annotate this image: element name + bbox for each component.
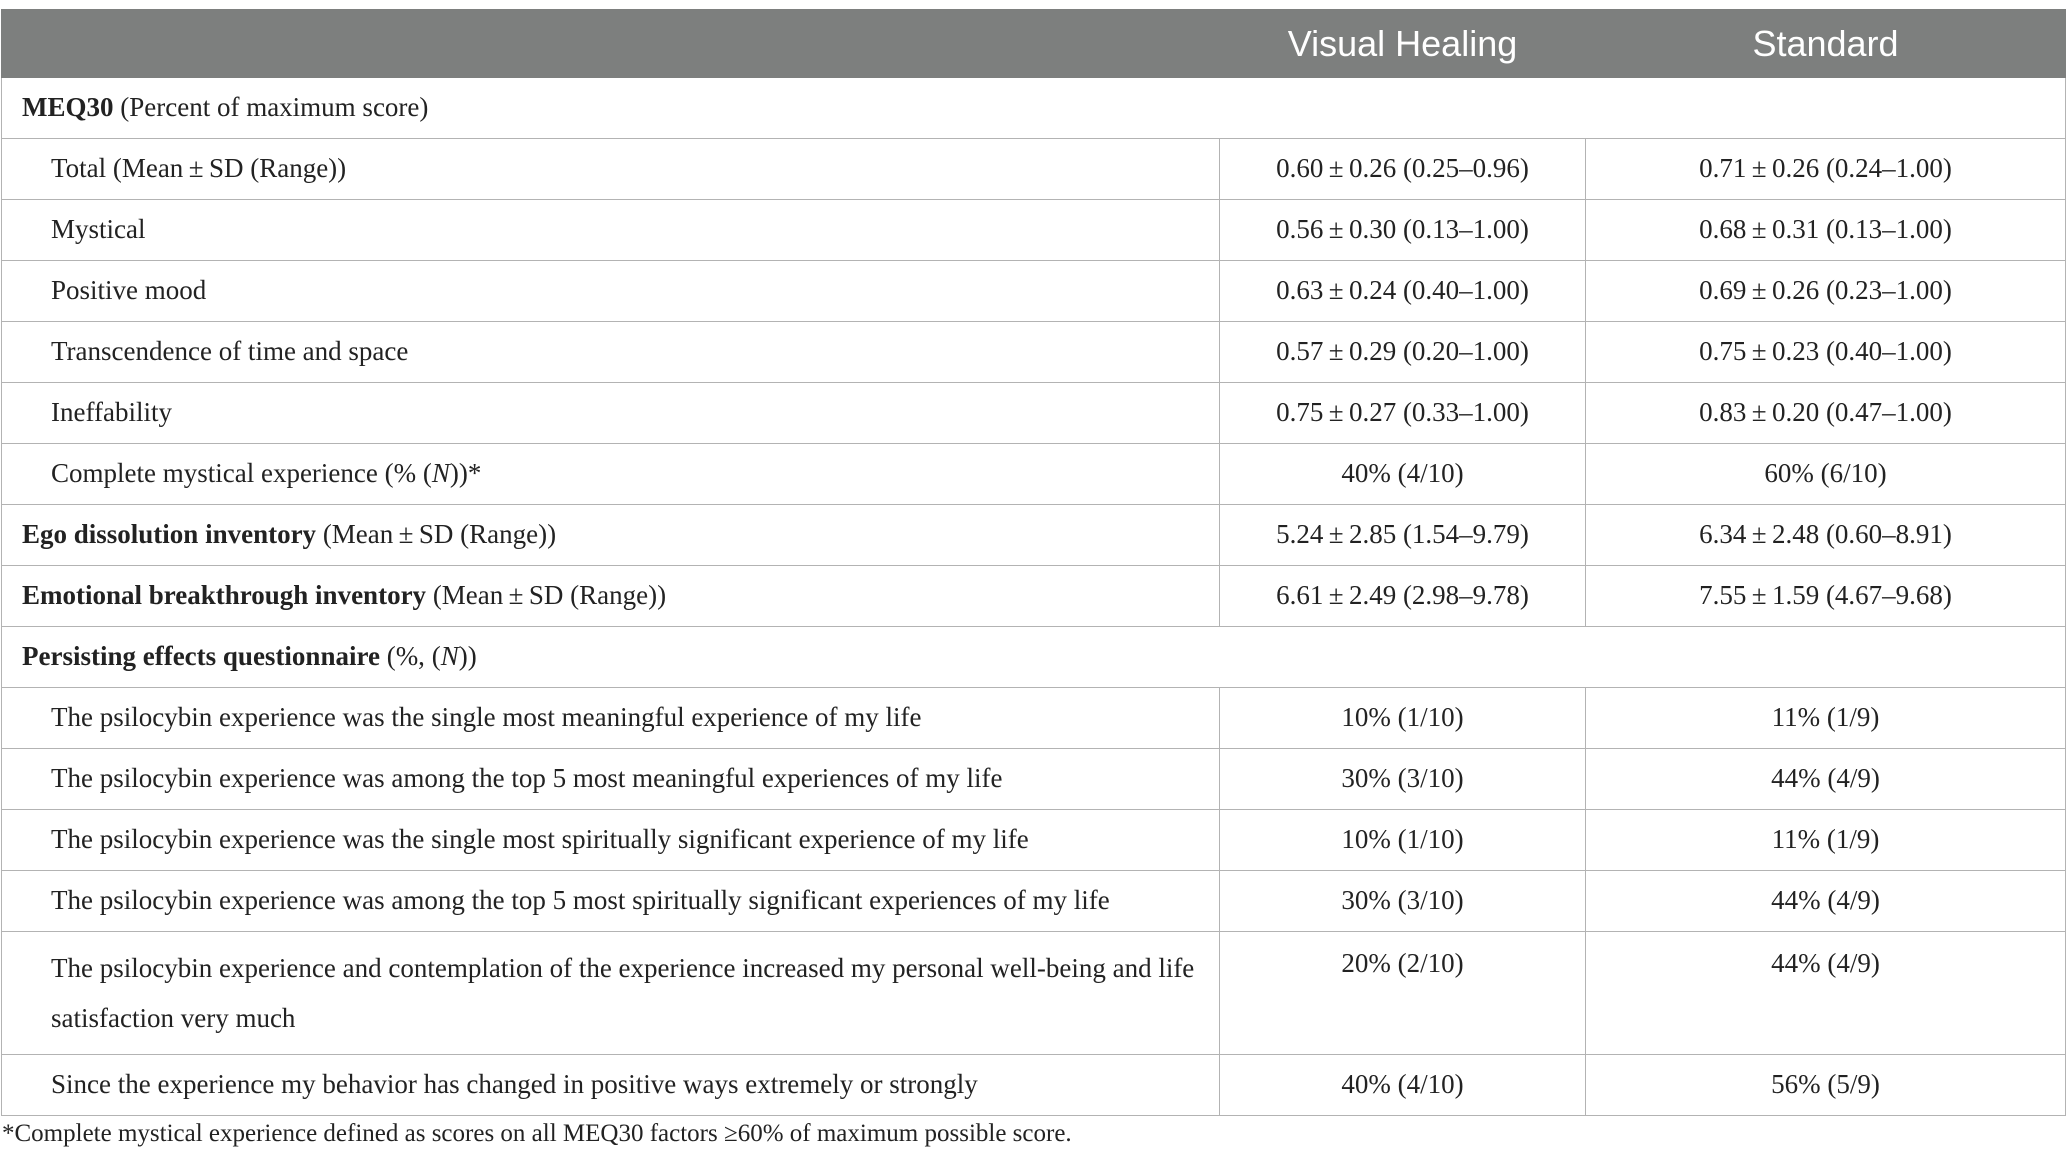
standard-value: 44% (4/9) — [1586, 871, 2066, 932]
table-row — [2, 139, 2066, 200]
section-title: Persisting effects questionnaire — [22, 641, 380, 672]
visual-healing-value: 0.57 ± 0.29 (0.20–1.00) — [1220, 322, 1586, 383]
table-row — [2, 383, 2066, 444]
table-row — [2, 1055, 2066, 1116]
standard-value: 7.55 ± 1.59 (4.67–9.68) — [1586, 566, 2066, 627]
table-row — [2, 261, 2066, 322]
section-suffix: (%, (N)) — [379, 641, 477, 672]
section-label — [2, 78, 2066, 139]
section-label — [2, 505, 1220, 566]
row-label: Ineffability — [2, 383, 1220, 444]
section-title: MEQ30 — [22, 92, 114, 123]
standard-value: 0.68 ± 0.31 (0.13–1.00) — [1586, 200, 2066, 261]
standard-value: 44% (4/9) — [1586, 932, 2066, 1055]
standard-value: 56% (5/9) — [1586, 1055, 2066, 1116]
visual-healing-value: 10% (1/10) — [1220, 688, 1586, 749]
n-symbol: N — [440, 641, 459, 672]
standard-value: 0.71 ± 0.26 (0.24–1.00) — [1586, 139, 2066, 200]
visual-healing-value: 0.75 ± 0.27 (0.33–1.00) — [1220, 383, 1586, 444]
visual-healing-value: 5.24 ± 2.85 (1.54–9.79) — [1220, 505, 1586, 566]
visual-healing-value: 0.60 ± 0.26 (0.25–0.96) — [1220, 139, 1586, 200]
section-label — [2, 627, 2066, 688]
row-label: The psilocybin experience was among the top 5 most meaningful experiences of my life — [2, 749, 1220, 810]
table-row — [2, 688, 2066, 749]
row-label: Since the experience my behavior has changed in positive ways extremely or strongly — [2, 1055, 1220, 1116]
table-row — [2, 871, 2066, 932]
row-label: The psilocybin experience and contemplation of the experience increased my personal well-being and life satisfaction very much — [2, 932, 1220, 1055]
row-label: Positive mood — [2, 261, 1220, 322]
standard-value: 60% (6/10) — [1586, 444, 2066, 505]
standard-value: 11% (1/9) — [1586, 688, 2066, 749]
row-label: The psilocybin experience was the single most meaningful experience of my life — [2, 688, 1220, 749]
visual-healing-value: 0.63 ± 0.24 (0.40–1.00) — [1220, 261, 1586, 322]
section-row-persisting-effects — [2, 627, 2066, 688]
footnote: *Complete mystical experience defined as scores on all MEQ30 factors ≥60% of maximum possible score. — [2, 1120, 1072, 1147]
section-row-emotional-breakthrough — [2, 566, 2066, 627]
standard-value: 6.34 ± 2.48 (0.60–8.91) — [1586, 505, 2066, 566]
header-standard: Standard — [1586, 10, 2066, 78]
row-label: Complete mystical experience (% (N))* — [2, 444, 1220, 505]
visual-healing-value: 40% (4/10) — [1220, 1055, 1586, 1116]
section-row-ego-dissolution — [2, 505, 2066, 566]
table-row — [2, 200, 2066, 261]
visual-healing-value: 30% (3/10) — [1220, 749, 1586, 810]
table-row — [2, 444, 2066, 505]
visual-healing-value: 30% (3/10) — [1220, 871, 1586, 932]
table-row — [2, 810, 2066, 871]
standard-value: 0.75 ± 0.23 (0.40–1.00) — [1586, 322, 2066, 383]
standard-value: 44% (4/9) — [1586, 749, 2066, 810]
header-measure — [2, 10, 1220, 78]
visual-healing-value: 20% (2/10) — [1220, 932, 1586, 1055]
results-table — [1, 9, 2066, 1116]
row-label: Total (Mean ± SD (Range)) — [2, 139, 1220, 200]
table-body — [2, 78, 2066, 1116]
visual-healing-value: 6.61 ± 2.49 (2.98–9.78) — [1220, 566, 1586, 627]
table-header — [2, 10, 2066, 78]
section-title: Ego dissolution inventory — [22, 519, 317, 550]
table-row — [2, 322, 2066, 383]
section-suffix: (Mean ± SD (Range)) — [316, 519, 557, 550]
header-visual-healing: Visual Healing — [1220, 10, 1586, 78]
standard-value: 0.69 ± 0.26 (0.23–1.00) — [1586, 261, 2066, 322]
row-label: Mystical — [2, 200, 1220, 261]
visual-healing-value: 40% (4/10) — [1220, 444, 1586, 505]
row-label: The psilocybin experience was among the top 5 most spiritually significant experiences of my life — [2, 871, 1220, 932]
n-symbol: N — [431, 458, 450, 489]
section-title: Emotional breakthrough inventory — [22, 580, 427, 611]
section-suffix: (Mean ± SD (Range)) — [426, 580, 667, 611]
section-row-meq30 — [2, 78, 2066, 139]
visual-healing-value: 0.56 ± 0.30 (0.13–1.00) — [1220, 200, 1586, 261]
visual-healing-value: 10% (1/10) — [1220, 810, 1586, 871]
row-label: Transcendence of time and space — [2, 322, 1220, 383]
table-row — [2, 749, 2066, 810]
standard-value: 11% (1/9) — [1586, 810, 2066, 871]
standard-value: 0.83 ± 0.20 (0.47–1.00) — [1586, 383, 2066, 444]
table-row — [2, 932, 2066, 1055]
row-label: The psilocybin experience was the single most spiritually significant experience of my life — [2, 810, 1220, 871]
section-suffix: (Percent of maximum score) — [113, 92, 429, 123]
section-label — [2, 566, 1220, 627]
